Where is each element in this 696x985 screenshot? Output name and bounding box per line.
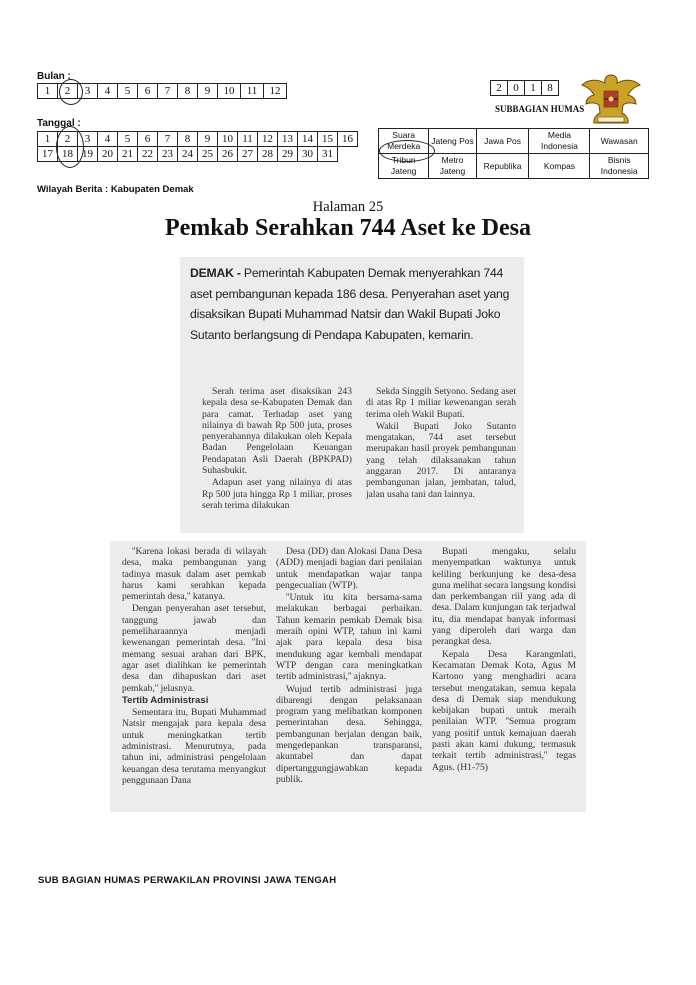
grid-cell: 1 — [525, 81, 542, 96]
paragraph: Adapun aset yang nilainya di atas Rp 500 juta hingga Rp 1 miliar, proses serah terima dilakukan — [202, 477, 352, 511]
grid-cell: 7 — [158, 84, 178, 99]
grid-cell: 3 — [78, 84, 98, 99]
grid-cell: Jawa Pos — [476, 129, 529, 154]
grid-cell: 14 — [298, 132, 318, 147]
grid-cell: Suara Merdeka — [379, 129, 429, 154]
paragraph: Serah terima aset disaksikan 243 kepala desa se-Kabupaten Demak dan para camat. Terhadap aset yang nilainya di bawah Rp 500 juta, proses penyerahannya dilakukan oleh Kepala Badan Pengelolaan Keuangan Pendapatan Asli Daerah (BPKPAD) Suhasbukit. — [202, 386, 352, 477]
grid-cell: 2 — [58, 84, 78, 99]
grid-cell: Tribun Jateng — [379, 154, 429, 179]
day-grid — [37, 131, 358, 162]
grid-cell: Jateng Pos — [429, 129, 476, 154]
grid-cell: 3 — [78, 132, 98, 147]
grid-cell: Republika — [476, 154, 529, 179]
grid-cell: 2 — [491, 81, 508, 96]
grid-cell: 26 — [218, 147, 238, 162]
top-column-2 — [366, 386, 516, 501]
grid-cell: 6 — [138, 132, 158, 147]
bulan-label: Bulan : — [37, 71, 71, 82]
grid-cell: 5 — [118, 84, 138, 99]
grid-cell: 23 — [158, 147, 178, 162]
grid-cell: 2 — [58, 132, 78, 147]
paragraph: Sekda Singgih Setyono. Sedang aset di atas Rp 1 miliar kewenangan serah terima oleh Wakil Bupati. — [366, 386, 516, 420]
grid-cell: 10 — [218, 132, 238, 147]
tanggal-label: Tanggal : — [37, 118, 81, 129]
grid-cell: 11 — [238, 132, 258, 147]
bottom-column-3 — [432, 546, 576, 774]
grid-cell: 1 — [38, 84, 58, 99]
grid-cell: 30 — [298, 147, 318, 162]
lead-dateline: DEMAK - — [190, 266, 241, 280]
grid-cell: 1 — [38, 132, 58, 147]
grid-cell: 6 — [138, 84, 158, 99]
grid-cell: 17 — [38, 147, 58, 162]
bottom-column-1 — [122, 546, 266, 787]
grid-cell: 22 — [138, 147, 158, 162]
grid-cell: 5 — [118, 132, 138, 147]
grid-cell: Bisnis Indonesia — [590, 154, 649, 179]
grid-cell: 25 — [198, 147, 218, 162]
paragraph: Desa (DD) dan Alokasi Dana Desa (ADD) menjadi bagian dari penilaian untuk mendapatkan wajar tanpa pengecualian (WTP). — [276, 546, 422, 591]
paragraph: Bupati mengaku, selalu menyempatkan waktunya untuk keliling berkunjung ke desa-desa guna melihat secara langsung kondisi dan perkembangan riil yang ada di desa. Dalam kunjungan tak terjadwal itu, dia mendapat banyak informasi yang diperoleh dari warga dan perangkat desa. — [432, 546, 576, 648]
grid-cell: 12 — [258, 132, 278, 147]
paragraph: Wujud tertib administrasi juga dibarengi dengan pelaksanaan program yang melibatkan komponen pemerintahan desa. Sehingga, pembangunan berjalan dengan baik, mengedepankan transparansi, akuntabel dan dapat dipertanggungjawabkan kepada publik. — [276, 683, 422, 785]
grid-cell: Wawasan — [590, 129, 649, 154]
article-title: Pemkab Serahkan 744 Aset ke Desa — [164, 215, 531, 241]
grid-cell: 27 — [238, 147, 258, 162]
lead-text: Pemerintah Kabupaten Demak menyerahkan 744 aset pembangunan kepada 186 desa. Penyerahan aset yang disaksikan Bupati Muhammad Natsir dan Wakil Bupati Joko Sutanto berlangsung di Pendapa Kabupaten, kemarin. — [190, 266, 510, 342]
grid-cell: 18 — [58, 147, 78, 162]
paragraph: Sementara itu, Bupati Muhammad Natsir mengajak para kepala desa untuk meningkatkan tertib administrasi. Menurutnya, pada tahun ini, administrasi pengelolaan keuangan desa terutama menyangkut penggunaan Dana — [122, 707, 266, 786]
selected-media-circle — [379, 140, 435, 162]
bottom-column-2 — [276, 546, 422, 786]
grid-cell: 13 — [278, 132, 298, 147]
article-lead — [190, 263, 514, 345]
grid-cell: 9 — [198, 84, 218, 99]
wilayah-berita: Wilayah Berita : Kabupaten Demak — [37, 184, 194, 195]
grid-cell: 7 — [158, 132, 178, 147]
grid-cell: 4 — [98, 132, 118, 147]
grid-cell: 28 — [258, 147, 278, 162]
news-clipping-top — [180, 257, 524, 533]
grid-cell: 9 — [198, 132, 218, 147]
paragraph: Wakil Bupati Joko Sutanto mengatakan, 744 aset tersebut merupakan hasil proyek pembangunan yang telah dilaksanakan tahun anggaran 2017. Di antaranya pembangunan jalan, jembatan, talud, jalan usaha tani dan lainnya. — [366, 420, 516, 500]
subheading: Tertib Administrasi — [122, 694, 209, 706]
grid-cell: 15 — [318, 132, 338, 147]
grid-cell: Kompas — [529, 154, 590, 179]
selected-month-circle — [59, 79, 83, 105]
grid-cell: 10 — [218, 84, 241, 99]
grid-cell: 0 — [508, 81, 525, 96]
garuda-emblem-icon — [578, 69, 644, 127]
year-grid — [490, 80, 559, 96]
grid-cell: 20 — [98, 147, 118, 162]
grid-cell: 8 — [542, 81, 559, 96]
paragraph: ''Untuk itu kita bersama-sama melakukan berbagai perbaikan. Tahun kemarin pemkab Demak bisa meraih opini WTP, tahun ini kami ajak para kepala desa bisa mendukung agar kembali mendapat WTP dengan cara meningkatkan tertib administrasi,'' ajaknya. — [276, 592, 422, 683]
top-column-1 — [202, 386, 352, 512]
grid-cell: 8 — [178, 84, 198, 99]
paragraph: Dengan penyerahan aset tersebut, tanggung jawab dan pemeliharaannya menjadi kewenangan pemerintah desa. ''Ini memang sesuai arahan dari BPK, agar aset dialihkan ke pemerintah desa dan dihapuskan dari aset pemkab,'' jelasnya. — [122, 603, 266, 694]
grid-cell: Metro Jateng — [429, 154, 476, 179]
grid-cell: 24 — [178, 147, 198, 162]
news-clipping-bottom — [110, 541, 586, 812]
grid-cell: 12 — [264, 84, 287, 99]
grid-cell: 29 — [278, 147, 298, 162]
grid-cell: 19 — [78, 147, 98, 162]
paragraph: ''Karena lokasi berada di wilayah desa, maka pembangunan yang tadinya masuk dalam aset pemkab harus kami serahkan kepada pemerintah desa,'' katanya. — [122, 546, 266, 603]
grid-cell: 31 — [318, 147, 338, 162]
grid-cell: 8 — [178, 132, 198, 147]
selected-day-circle — [56, 126, 84, 168]
footer: SUB BAGIAN HUMAS PERWAKILAN PROVINSI JAWA TENGAH — [38, 875, 337, 886]
grid-cell: Media Indonesia — [529, 129, 590, 154]
paragraph: Kepala Desa Karangmlati, Kecamatan Demak Kota, Agus M Kartono yang menghadiri acara tersebut mengatakan, semua kepala desa di Demak siap mendukung kebijakan bupati untuk meraih penilaian WTP. ''Semua program yang positif untuk kemajuan daerah pasti akan kami dukung, termasuk terkait tertib administrasi,'' tegas Agus. (H1-75) — [432, 648, 576, 773]
subbagian-humas-label: SUBBAGIAN HUMAS — [495, 104, 585, 114]
grid-cell: 21 — [118, 147, 138, 162]
page-number: Halaman 25 — [312, 199, 384, 215]
grid-cell: 16 — [338, 132, 358, 147]
grid-cell: 4 — [98, 84, 118, 99]
grid-cell: 11 — [241, 84, 264, 99]
